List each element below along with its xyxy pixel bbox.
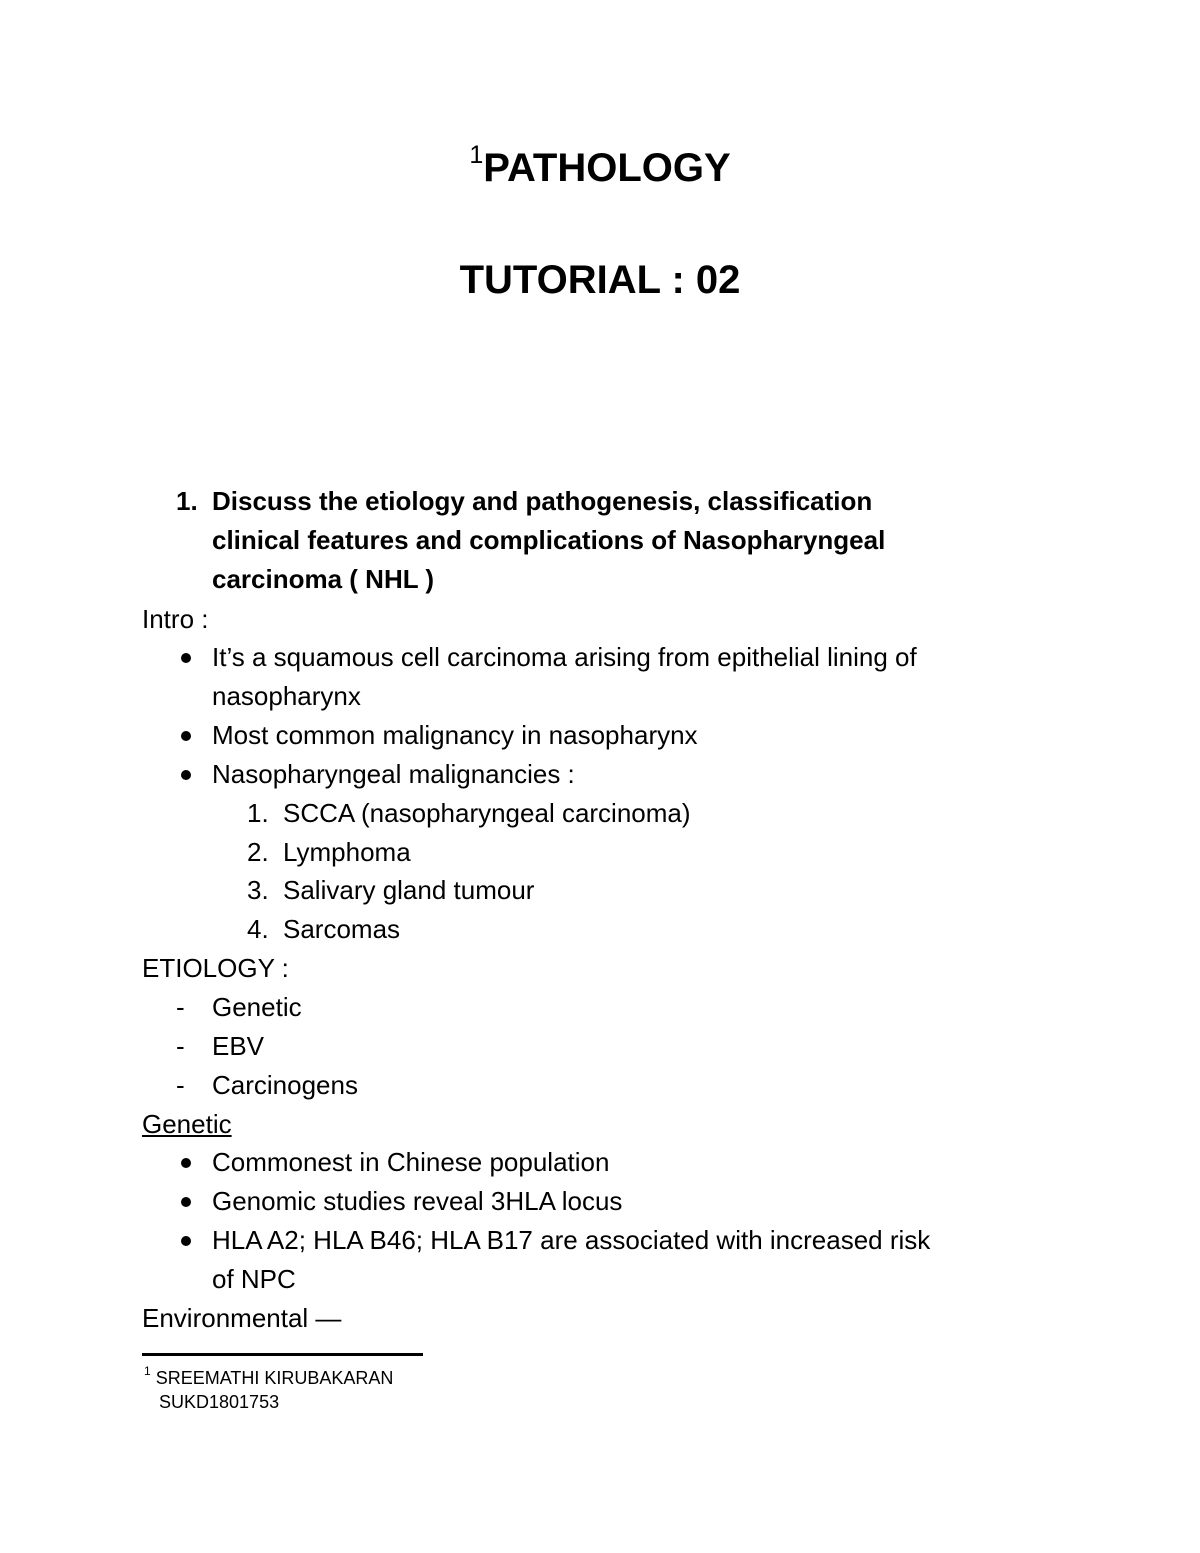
footnote-name bbox=[144, 1364, 394, 1389]
question-line-3: carcinoma ( NHL ) bbox=[212, 564, 435, 594]
bullet-icon bbox=[181, 1236, 191, 1246]
etiology-item-3: Carcinogens bbox=[212, 1070, 358, 1100]
dash-marker: - bbox=[176, 992, 185, 1022]
intro-heading: Intro : bbox=[142, 604, 209, 634]
genetic-heading: Genetic bbox=[142, 1109, 232, 1139]
malignancy-num-4: 4. bbox=[247, 914, 269, 944]
malignancy-num-1: 1. bbox=[247, 798, 269, 828]
title-text: PATHOLOGY bbox=[483, 146, 731, 190]
malignancy-text-2: Lymphoma bbox=[283, 837, 411, 867]
question-number: 1. bbox=[176, 486, 198, 516]
bullet-icon bbox=[181, 653, 191, 663]
bullet-icon bbox=[181, 1197, 191, 1207]
malignancy-num-3: 3. bbox=[247, 875, 269, 905]
environmental-heading: Environmental — bbox=[142, 1303, 342, 1333]
dash-marker: - bbox=[176, 1031, 185, 1061]
malignancy-text-4: Sarcomas bbox=[283, 914, 401, 944]
etiology-item-2: EBV bbox=[212, 1031, 265, 1061]
malignancy-text-1: SCCA (nasopharyngeal carcinoma) bbox=[283, 798, 691, 828]
malignancy-num-2: 2. bbox=[247, 837, 269, 867]
intro-bullet-2: Most common malignancy in nasopharynx bbox=[212, 720, 698, 750]
footnote-divider bbox=[142, 1353, 423, 1356]
page-title bbox=[0, 140, 1200, 192]
malignancy-text-3: Salivary gland tumour bbox=[283, 875, 535, 905]
title-footnote-ref: 1 bbox=[469, 140, 484, 169]
intro-bullet-3: Nasopharyngeal malignancies : bbox=[212, 759, 575, 789]
genetic-bullet-2: Genomic studies reveal 3HLA locus bbox=[212, 1186, 623, 1216]
question-line-1: Discuss the etiology and pathogenesis, classification bbox=[212, 486, 873, 516]
genetic-bullet-3-line-2: of NPC bbox=[212, 1264, 296, 1294]
etiology-heading: ETIOLOGY : bbox=[142, 953, 289, 983]
bullet-icon bbox=[181, 770, 191, 780]
etiology-item-1: Genetic bbox=[212, 992, 302, 1022]
footnote-ref: 1 bbox=[144, 1364, 151, 1378]
intro-bullet-1-line-2: nasopharynx bbox=[212, 681, 361, 711]
intro-bullet-1-line-1: It’s a squamous cell carcinoma arising from epithelial lining of bbox=[212, 642, 917, 672]
footnote-id: SUKD1801753 bbox=[159, 1392, 280, 1412]
bullet-icon bbox=[181, 1158, 191, 1168]
genetic-bullet-1: Commonest in Chinese population bbox=[212, 1147, 610, 1177]
footnote-name-text: SREEMATHI KIRUBAKARAN bbox=[155, 1368, 394, 1388]
bullet-icon bbox=[181, 731, 191, 741]
page-subtitle: TUTORIAL : 02 bbox=[459, 258, 741, 302]
genetic-bullet-3-line-1: HLA A2; HLA B46; HLA B17 are associated with increased risk bbox=[212, 1225, 931, 1255]
dash-marker: - bbox=[176, 1070, 185, 1100]
question-line-2: clinical features and complications of Nasopharyngeal bbox=[212, 525, 886, 555]
